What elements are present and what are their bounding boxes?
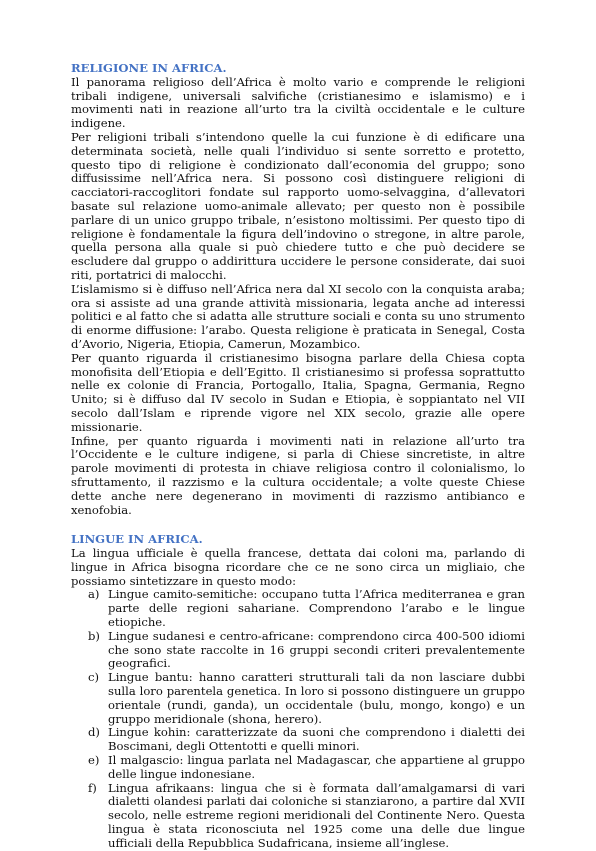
document-page — [71, 62, 525, 851]
list-marker: c) — [88, 670, 100, 685]
list-item — [71, 726, 525, 754]
list-item-text: Lingue kohin: caratterizzate da suoni che comprendono i dialetti dei Boscimani, degli Ottentotti e quelli minori. — [108, 725, 525, 754]
paragraph: Per quanto riguarda il cristianesimo bisogna parlare della Chiesa copta monofisita dell’Etiopia e dell’Egitto. Il cristianesimo si professa soprattutto nelle ex colonie di Francia, Portogallo, Italia, Spagna, Germania, Regno Unito; si è diffuso dal IV secolo in Sudan e Etiopia, è soppiantato nel VII secolo dall’Islam e riprende vigore nel XIX secolo, grazie alle opere missionarie. — [71, 350, 525, 434]
list-marker: d) — [88, 725, 100, 740]
paragraph: La lingua ufficiale è quella francese, dettata dai coloni ma, parlando di lingue in Africa bisogna ricordare che ce ne sono circa un migliaio, che possiamo sintetizzare in questo modo: — [71, 546, 525, 588]
list-marker: b) — [88, 628, 100, 643]
list-item — [71, 754, 525, 782]
list-item — [71, 782, 525, 851]
list-item — [71, 588, 525, 629]
list-item-text: Lingue sudanesi e centro-africane: comprendono circa 400-500 idiomi che sono state raccolte in 16 gruppi secondi criteri prevalentemente geografici. — [108, 628, 525, 671]
list-item — [71, 671, 525, 726]
section-heading: LINGUE IN AFRICA. — [71, 532, 203, 547]
list-item-text: Lingua afrikaans: lingua che si è formata dall’amalgamarsi di vari dialetti olandesi parlati dai coloniche si stanziarono, a partire dal XVII secolo, nelle estreme regioni meridionali del Continente Nero. Questa lingua è stata riconosciuta nel 1925 come una delle due lingue ufficiali della Repubblica Sudafricana, insieme all’inglese. — [108, 780, 525, 850]
list-marker: e) — [88, 753, 100, 768]
section-heading: RELIGIONE IN AFRICA. — [71, 61, 227, 75]
list-marker: f) — [88, 780, 97, 795]
section-lingue — [71, 533, 525, 850]
list-item-text: Il malgascio: lingua parlata nel Madagascar, che appartiene al gruppo delle lingue indonesiane. — [108, 753, 525, 781]
list-marker: a) — [88, 587, 100, 602]
paragraph: Infine, per quanto riguarda i movimenti nati in relazione all’urto tra l’Occidente e le culture indigene, si parla di Chiese sincretiste, in altre parole movimenti di protesta in chiave religiosa contro il colonialismo, lo sfruttamento, il razzismo e la cultura occidentale; a volte queste Chiese dette anche nere degenerano in movimenti di razzismo antibianco e xenofobia. — [71, 433, 525, 517]
paragraph: Per religioni tribali s’intendono quelle la cui funzione è di edificare una determinata società, nelle quali l’individuo si sente sorretto e protetto, questo tipo di religione è condizionato dall’economia del gruppo; sono diffusissime nell’Africa nera. Si possono così distinguere religioni di cacciatori-raccoglitori fondate sul rapporto uomo-selvaggina, d’allevatori basate sul relazione uomo-animale allevato; per questo non è possibile parlare di un unico gruppo tribale, n’esistono moltissimi. Per questo tipo di religione è fondamentale la figura dell’indovino o stregone, in altre parole, quella persona alla quale si può chiedere tutto e che può decidere se escludere dal gruppo o addirittura uccidere le persone considerate, dai suoi riti, portatrici di malocchi. — [71, 129, 525, 282]
list-item-text: Lingue bantu: hanno caratteri strutturali tali da non lasciare dubbi sulla loro parentela genetica. In loro si possono distinguere un gruppo orientale (rundi, ganda), un occidentale (bulu, mongo, kongo) e un gruppo meridionale (shona, herero). — [108, 670, 525, 726]
list-item — [71, 630, 525, 671]
section-religione — [71, 62, 525, 517]
language-list — [71, 588, 525, 850]
section-spacer — [71, 517, 525, 533]
paragraph: Il panorama religioso dell’Africa è molto vario e comprende le religioni tribali indigene, universali salvifiche (cristianesimo e islamismo) e i movimenti nati in reazione all’urto tra la civiltà occidentale e le culture indigene. — [71, 74, 525, 131]
paragraph: L’islamismo si è diffuso nell’Africa nera dal XI secolo con la conquista araba; ora si assiste ad una grande attività missionaria, legata anche ad interessi politici e al fatto che si adatta alle strutture sociali e conta su uno strumento di enorme diffusione: l’arabo. Questa religione è praticata in Senegal, Costa d’Avorio, Nigeria, Etiopia, Camerun, Mozambico. — [71, 281, 525, 351]
list-item-text: Lingue camito-semitiche: occupano tutta l’Africa mediterranea e gran parte delle regioni sahariane. Comprendono l’arabo e le lingue etiopiche. — [108, 587, 525, 630]
